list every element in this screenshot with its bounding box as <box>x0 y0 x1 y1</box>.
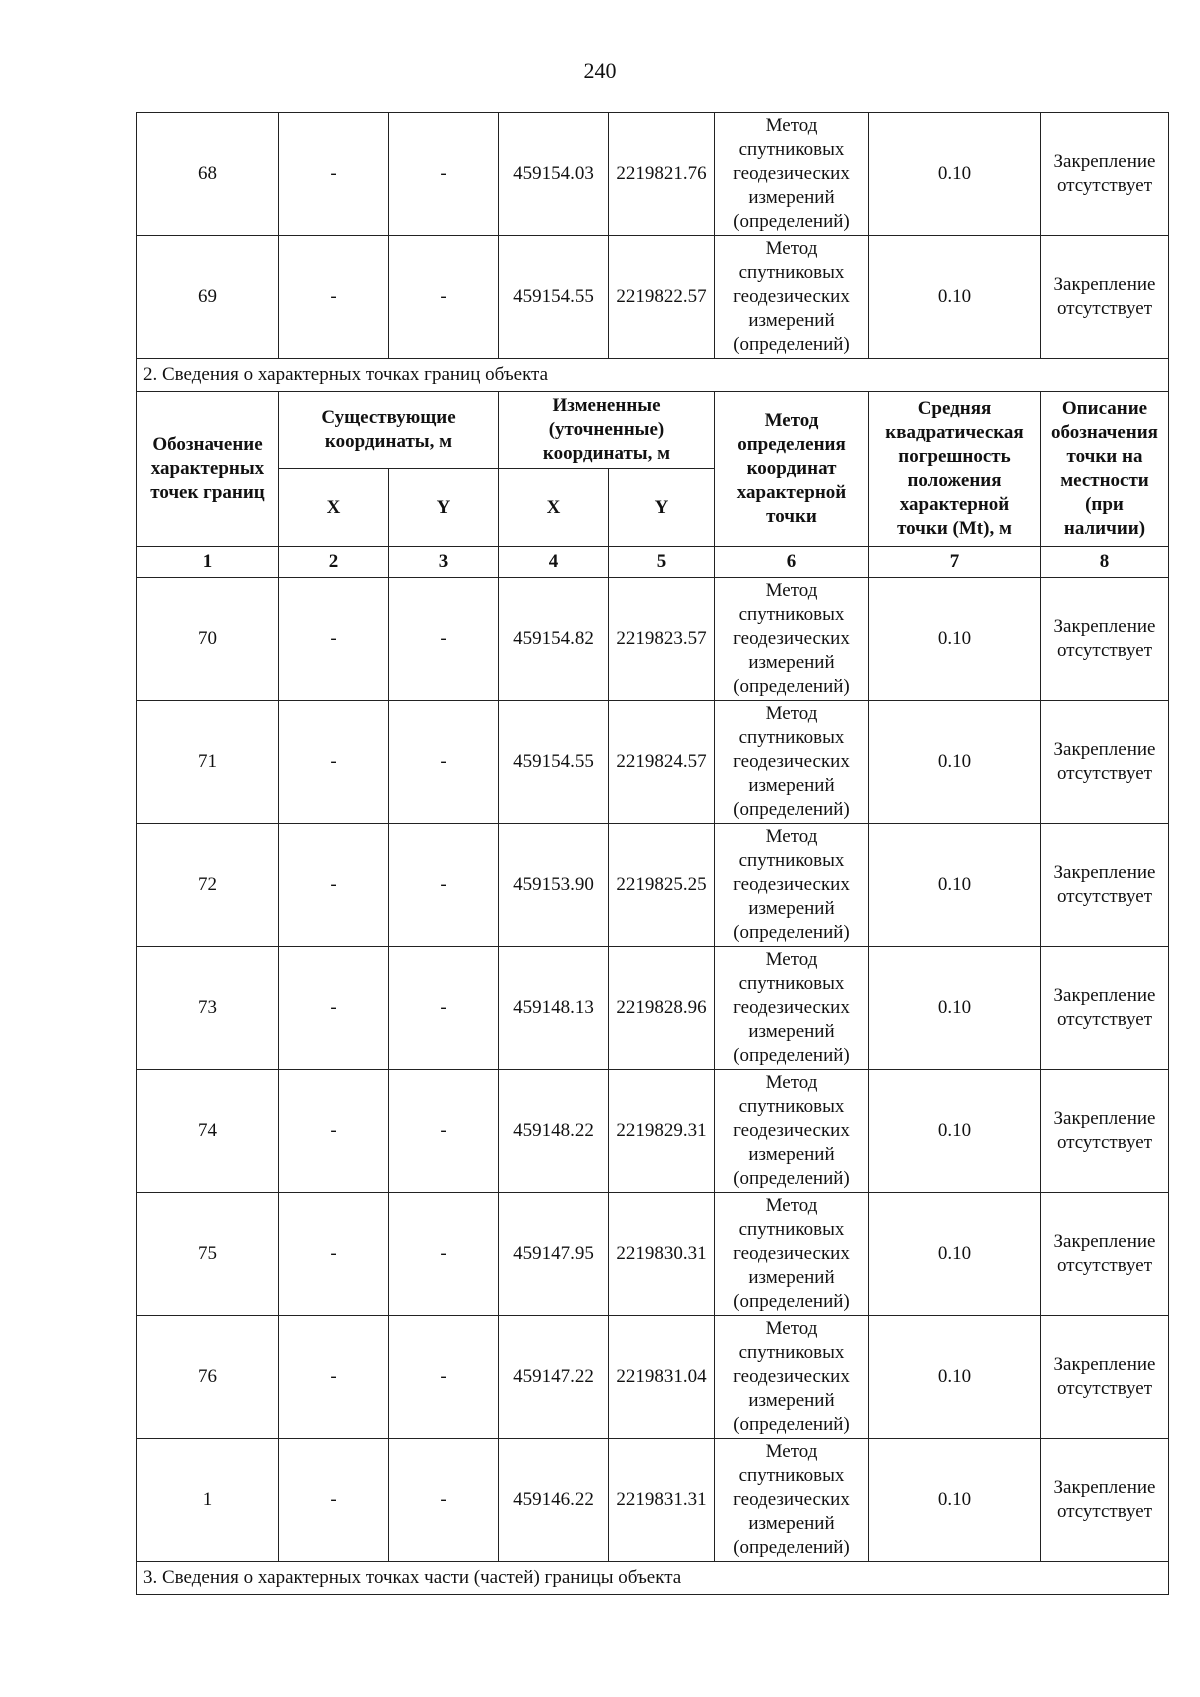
page-number: 240 <box>583 58 617 83</box>
text-line: точки <box>766 506 817 527</box>
text-line: Закрепление <box>1053 985 1156 1006</box>
point-cell: 72 <box>137 824 279 947</box>
description-cell <box>1041 1193 1169 1316</box>
text-line: измерений <box>748 1390 835 1411</box>
x-existing-cell: - <box>279 1316 389 1439</box>
header-x-existing: X <box>279 469 389 547</box>
x-changed-cell: 459146.22 <box>499 1439 609 1562</box>
description-cell <box>1041 701 1169 824</box>
text-line: спутниковых <box>738 1219 845 1240</box>
point-cell: 68 <box>137 113 279 236</box>
x-existing-cell: - <box>279 1193 389 1316</box>
text-line: спутниковых <box>738 604 845 625</box>
text-line: характерной <box>736 482 847 503</box>
table-row <box>137 1070 1169 1193</box>
x-changed-cell: 459154.03 <box>499 113 609 236</box>
table-row <box>137 578 1169 701</box>
text-line: Закрепление <box>1053 1231 1156 1252</box>
text-line: Метод <box>765 1195 818 1216</box>
text-line: (определений) <box>733 676 850 697</box>
text-line: Закрепление <box>1053 1477 1156 1498</box>
header-x-changed: X <box>499 469 609 547</box>
section-3 <box>137 1562 1169 1595</box>
y-existing-cell: - <box>389 113 499 236</box>
point-cell: 71 <box>137 701 279 824</box>
error-cell: 0.10 <box>869 947 1041 1070</box>
text-line: геодезических <box>733 997 850 1018</box>
text-line: координат <box>746 458 837 479</box>
table-row <box>137 824 1169 947</box>
top-rows <box>137 113 1169 359</box>
text-line: спутниковых <box>738 139 845 160</box>
method-cell <box>715 1193 869 1316</box>
text-line: отсутствует <box>1056 1255 1153 1276</box>
x-changed-cell: 459148.13 <box>499 947 609 1070</box>
text-line: Метод <box>765 238 818 259</box>
text-line: геодезических <box>733 751 850 772</box>
error-cell: 0.10 <box>869 1316 1041 1439</box>
y-changed-cell: 2219831.04 <box>609 1316 715 1439</box>
text-line: Метод <box>765 826 818 847</box>
text-line: измерений <box>748 1513 835 1534</box>
y-changed-cell: 2219830.31 <box>609 1193 715 1316</box>
method-cell <box>715 1316 869 1439</box>
text-line: Метод <box>765 115 818 136</box>
text-line: геодезических <box>733 628 850 649</box>
text-line: определения <box>737 434 846 455</box>
table-row <box>137 1193 1169 1316</box>
column-number: 3 <box>389 547 499 578</box>
text-line: геодезических <box>733 286 850 307</box>
text-line: отсутствует <box>1056 1501 1153 1522</box>
error-cell: 0.10 <box>869 578 1041 701</box>
text-line: точки (Mt), м <box>897 518 1012 539</box>
method-cell <box>715 701 869 824</box>
text-line: Метод <box>765 1441 818 1462</box>
y-changed-cell: 2219823.57 <box>609 578 715 701</box>
error-cell: 0.10 <box>869 236 1041 359</box>
y-existing-cell: - <box>389 947 499 1070</box>
text-line: измерений <box>748 652 835 673</box>
text-line: координаты, м <box>542 443 671 464</box>
x-existing-cell: - <box>279 947 389 1070</box>
text-line: спутниковых <box>738 727 845 748</box>
text-line: Средняя <box>917 398 992 419</box>
y-existing-cell: - <box>389 236 499 359</box>
text-line: характерной <box>899 494 1010 515</box>
text-line: Закрепление <box>1053 1354 1156 1375</box>
table-row <box>137 947 1169 1070</box>
text-line: (определений) <box>733 334 850 355</box>
text-line: отсутствует <box>1056 298 1153 319</box>
header-row-top <box>137 392 1169 469</box>
coordinates-table <box>136 112 1169 1595</box>
header-changed-coordinates <box>499 392 715 469</box>
header-y-changed: Y <box>609 469 715 547</box>
x-existing-cell: - <box>279 824 389 947</box>
x-existing-cell: - <box>279 578 389 701</box>
text-line: (при <box>1085 494 1124 515</box>
description-cell <box>1041 1070 1169 1193</box>
method-cell <box>715 236 869 359</box>
x-changed-cell: 459154.82 <box>499 578 609 701</box>
text-line: координаты, м <box>324 431 453 452</box>
method-cell <box>715 947 869 1070</box>
point-cell: 76 <box>137 1316 279 1439</box>
description-cell <box>1041 1316 1169 1439</box>
column-number: 1 <box>137 547 279 578</box>
header-error <box>869 392 1041 547</box>
data-rows <box>137 578 1169 1562</box>
point-cell: 1 <box>137 1439 279 1562</box>
text-line: погрешность <box>898 446 1011 467</box>
method-cell <box>715 1439 869 1562</box>
method-cell <box>715 1070 869 1193</box>
y-existing-cell: - <box>389 1193 499 1316</box>
y-existing-cell: - <box>389 1070 499 1193</box>
point-cell: 69 <box>137 236 279 359</box>
text-line: спутниковых <box>738 262 845 283</box>
description-cell <box>1041 236 1169 359</box>
text-line: Обозначение <box>152 434 263 455</box>
text-line: измерений <box>748 898 835 919</box>
text-line: отсутствует <box>1056 1378 1153 1399</box>
y-changed-cell: 2219822.57 <box>609 236 715 359</box>
y-existing-cell: - <box>389 824 499 947</box>
table-row <box>137 113 1169 236</box>
x-changed-cell: 459153.90 <box>499 824 609 947</box>
text-line: спутниковых <box>738 1096 845 1117</box>
header-existing-coordinates <box>279 392 499 469</box>
column-numbers-row <box>137 547 1169 578</box>
y-existing-cell: - <box>389 701 499 824</box>
header-method <box>715 392 869 547</box>
method-cell <box>715 824 869 947</box>
text-line: местности <box>1060 470 1149 491</box>
description-cell <box>1041 824 1169 947</box>
text-line: Закрепление <box>1053 739 1156 760</box>
text-line: отсутствует <box>1056 1132 1153 1153</box>
x-changed-cell: 459154.55 <box>499 236 609 359</box>
text-line: (определений) <box>733 1291 850 1312</box>
point-cell: 75 <box>137 1193 279 1316</box>
description-cell <box>1041 1439 1169 1562</box>
description-cell <box>1041 113 1169 236</box>
x-existing-cell: - <box>279 236 389 359</box>
header-y-existing: Y <box>389 469 499 547</box>
text-line: отсутствует <box>1056 886 1153 907</box>
text-line: Описание <box>1061 398 1148 419</box>
text-line: Закрепление <box>1053 1108 1156 1129</box>
y-changed-cell: 2219825.25 <box>609 824 715 947</box>
text-line: спутниковых <box>738 850 845 871</box>
section2-title: 2. Сведения о характерных точках границ объекта <box>137 359 1169 392</box>
y-changed-cell: 2219828.96 <box>609 947 715 1070</box>
y-changed-cell: 2219831.31 <box>609 1439 715 1562</box>
text-line: измерений <box>748 1144 835 1165</box>
text-line: отсутствует <box>1056 175 1153 196</box>
error-cell: 0.10 <box>869 1193 1041 1316</box>
text-line: Метод <box>765 1318 818 1339</box>
point-cell: 74 <box>137 1070 279 1193</box>
text-line: Закрепление <box>1053 862 1156 883</box>
point-cell: 70 <box>137 578 279 701</box>
text-line: спутниковых <box>738 1465 845 1486</box>
text-line: Метод <box>765 580 818 601</box>
text-line: Метод <box>765 1072 818 1093</box>
x-existing-cell: - <box>279 1070 389 1193</box>
text-line: измерений <box>748 1021 835 1042</box>
error-cell: 0.10 <box>869 1439 1041 1562</box>
section-2 <box>137 359 1169 578</box>
x-changed-cell: 459147.95 <box>499 1193 609 1316</box>
x-changed-cell: 459147.22 <box>499 1316 609 1439</box>
x-existing-cell: - <box>279 1439 389 1562</box>
column-number: 6 <box>715 547 869 578</box>
text-line: (определений) <box>733 1045 850 1066</box>
text-line: геодезических <box>733 1243 850 1264</box>
header-designation <box>137 392 279 547</box>
text-line: (определений) <box>733 922 850 943</box>
y-existing-cell: - <box>389 578 499 701</box>
column-number: 4 <box>499 547 609 578</box>
description-cell <box>1041 578 1169 701</box>
error-cell: 0.10 <box>869 701 1041 824</box>
text-line: отсутствует <box>1056 763 1153 784</box>
text-line: Метод <box>764 410 819 431</box>
table-row <box>137 701 1169 824</box>
x-existing-cell: - <box>279 113 389 236</box>
y-existing-cell: - <box>389 1439 499 1562</box>
point-cell: 73 <box>137 947 279 1070</box>
text-line: наличии) <box>1063 518 1146 539</box>
text-line: точек границ <box>150 482 265 503</box>
text-line: измерений <box>748 187 835 208</box>
text-line: Метод <box>765 949 818 970</box>
x-changed-cell: 459148.22 <box>499 1070 609 1193</box>
text-line: геодезических <box>733 1366 850 1387</box>
description-cell <box>1041 947 1169 1070</box>
y-existing-cell: - <box>389 1316 499 1439</box>
error-cell: 0.10 <box>869 113 1041 236</box>
text-line: измерений <box>748 310 835 331</box>
method-cell <box>715 578 869 701</box>
y-changed-cell: 2219821.76 <box>609 113 715 236</box>
header-description <box>1041 392 1169 547</box>
column-number: 8 <box>1041 547 1169 578</box>
text-line: (определений) <box>733 1414 850 1435</box>
text-line: квадратическая <box>885 422 1024 443</box>
text-line: положения <box>907 470 1002 491</box>
text-line: отсутствует <box>1056 1009 1153 1030</box>
text-line: Закрепление <box>1053 616 1156 637</box>
text-line: (определений) <box>733 1168 850 1189</box>
table-row <box>137 1316 1169 1439</box>
x-existing-cell: - <box>279 701 389 824</box>
text-line: спутниковых <box>738 973 845 994</box>
text-line: точки на <box>1066 446 1143 467</box>
text-line: спутниковых <box>738 1342 845 1363</box>
text-line: геодезических <box>733 1120 850 1141</box>
text-line: Метод <box>765 703 818 724</box>
text-line: Закрепление <box>1053 151 1156 172</box>
method-cell <box>715 113 869 236</box>
text-line: Закрепление <box>1053 274 1156 295</box>
text-line: Измененные <box>552 395 661 416</box>
text-line: геодезических <box>733 163 850 184</box>
text-line: обозначения <box>1051 422 1158 443</box>
text-line: измерений <box>748 1267 835 1288</box>
table-row <box>137 1439 1169 1562</box>
text-line: геодезических <box>733 874 850 895</box>
text-line: измерений <box>748 775 835 796</box>
error-cell: 0.10 <box>869 1070 1041 1193</box>
column-number: 5 <box>609 547 715 578</box>
text-line: отсутствует <box>1056 640 1153 661</box>
y-changed-cell: 2219829.31 <box>609 1070 715 1193</box>
error-cell: 0.10 <box>869 824 1041 947</box>
y-changed-cell: 2219824.57 <box>609 701 715 824</box>
column-number: 7 <box>869 547 1041 578</box>
section3-title: 3. Сведения о характерных точках части (частей) границы объекта <box>137 1562 1169 1595</box>
text-line: (определений) <box>733 211 850 232</box>
text-line: (определений) <box>733 799 850 820</box>
text-line: (определений) <box>733 1537 850 1558</box>
table-row <box>137 236 1169 359</box>
text-line: геодезических <box>733 1489 850 1510</box>
text-line: (уточненные) <box>548 419 665 440</box>
text-line: Существующие <box>321 407 456 428</box>
column-number: 2 <box>279 547 389 578</box>
x-changed-cell: 459154.55 <box>499 701 609 824</box>
text-line: характерных <box>150 458 265 479</box>
